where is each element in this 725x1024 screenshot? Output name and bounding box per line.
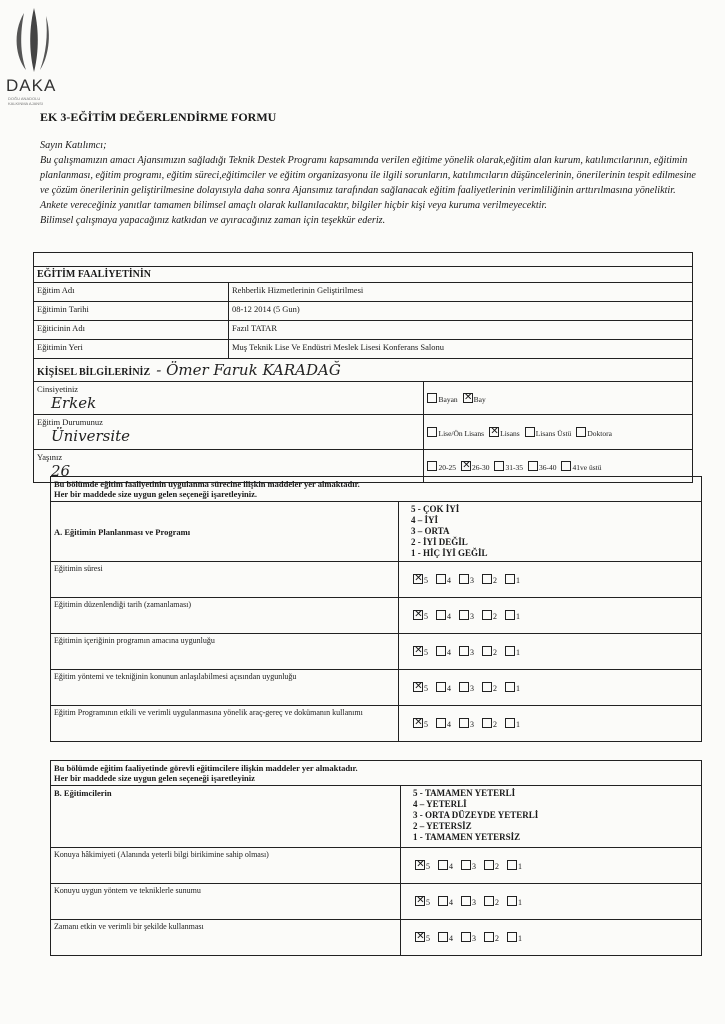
checkbox[interactable] xyxy=(507,896,517,906)
scale-label: 4 – İYİ xyxy=(411,515,439,525)
checkbox[interactable] xyxy=(505,718,515,728)
checkbox[interactable] xyxy=(413,718,423,728)
age-option[interactable]: ✕ 26-30 xyxy=(461,463,490,472)
thanks-line: Bilimsel çalışmaya yapacağınız katkıdan ve ayıracağınız zaman için teşekkür ederiz. xyxy=(40,215,386,226)
rating-option[interactable]: ✕5 xyxy=(413,720,428,729)
handwritten-education: Üniversite xyxy=(51,427,131,445)
rating-option[interactable]: ✕5 xyxy=(413,684,428,693)
rating-scale xyxy=(399,502,702,562)
checkbox[interactable] xyxy=(507,932,517,942)
handwritten-age: 26 xyxy=(51,462,71,480)
checkbox[interactable] xyxy=(525,427,535,437)
checkbox[interactable] xyxy=(484,932,494,942)
checkbox[interactable] xyxy=(415,932,425,942)
rating-options xyxy=(399,598,702,634)
checkbox[interactable] xyxy=(489,427,499,437)
rating-option[interactable]: 3 xyxy=(459,720,474,729)
daka-logo xyxy=(2,8,72,118)
checkbox[interactable] xyxy=(484,896,494,906)
rating-option[interactable]: ✕5 xyxy=(415,862,430,871)
rating-row xyxy=(51,920,702,956)
activity-table xyxy=(33,252,693,483)
checkbox[interactable] xyxy=(505,682,515,692)
gender-row: Cinsiyetiniz Erkek Bayan✕ Bay xyxy=(34,382,693,415)
item-label: Eğitim yöntemi ve tekniğinin konunun anlaşılabilmesi açısından uygunluğu xyxy=(51,670,399,706)
checkbox[interactable] xyxy=(459,718,469,728)
rating-option[interactable]: 3 xyxy=(461,898,476,907)
checkbox[interactable] xyxy=(436,646,446,656)
item-label: Zamanı etkin ve verimli bir şekilde kullanması xyxy=(51,920,401,956)
rating-option[interactable]: 4 xyxy=(438,898,453,907)
salutation: Sayın Katılımcı; xyxy=(40,140,107,151)
rating-option[interactable]: 3 xyxy=(461,862,476,871)
checkbox[interactable] xyxy=(413,610,423,620)
scale-label: 5 - TAMAMEN YETERLİ xyxy=(413,788,516,798)
checkbox[interactable] xyxy=(482,574,492,584)
section-b-heading: B. Eğitimcilerin xyxy=(51,786,401,848)
scale-label: 5 - ÇOK İYİ xyxy=(411,504,460,514)
logo-text: DAKA xyxy=(6,76,57,95)
checkbox[interactable] xyxy=(461,932,471,942)
rating-option[interactable]: 4 xyxy=(436,720,451,729)
rating-option[interactable]: 3 xyxy=(461,934,476,943)
checkbox[interactable] xyxy=(482,610,492,620)
rating-option[interactable]: ✕5 xyxy=(415,934,430,943)
intro-text xyxy=(40,138,700,228)
handwritten-gender: Erkek xyxy=(51,394,97,412)
checkbox[interactable] xyxy=(528,461,538,471)
checkbox[interactable] xyxy=(482,718,492,728)
item-label: Eğitimin düzenlendiği tarih (zamanlaması) xyxy=(51,598,399,634)
checkbox[interactable] xyxy=(561,461,571,471)
checkbox[interactable] xyxy=(413,574,423,584)
rating-scale xyxy=(401,786,702,848)
rating-options xyxy=(399,634,702,670)
rating-row xyxy=(51,562,702,598)
rating-option[interactable]: 1 xyxy=(507,898,522,907)
scale-label: 2 - İYİ DEĞİL xyxy=(411,537,468,547)
rating-option[interactable]: 4 xyxy=(436,684,451,693)
item-label: Eğitim Programının etkili ve verimli uygulanmasına yönelik araç-gereç ve dokümanın kullanımı xyxy=(51,706,399,742)
age-option[interactable]: 41ve üstü xyxy=(561,463,601,472)
education-option[interactable]: Doktora xyxy=(576,429,612,438)
handwritten-name: - Ömer Faruk KARADAĞ xyxy=(156,361,341,379)
checkbox[interactable] xyxy=(438,932,448,942)
gender-option[interactable]: ✕ Bay xyxy=(463,395,486,404)
education-option[interactable]: ✕ Lisans xyxy=(489,429,520,438)
form-title: EK 3-EĞİTİM DEĞERLENDİRME FORMU xyxy=(40,110,277,124)
rating-option[interactable]: 4 xyxy=(438,934,453,943)
personal-heading: KİŞİSEL BİLGİLERİNİZ xyxy=(37,367,151,378)
checkbox[interactable] xyxy=(436,718,446,728)
rating-row xyxy=(51,598,702,634)
checkbox[interactable] xyxy=(459,610,469,620)
rating-options xyxy=(399,670,702,706)
rating-option[interactable]: 2 xyxy=(482,684,497,693)
rating-row xyxy=(51,884,702,920)
checkbox[interactable] xyxy=(461,860,471,870)
rating-options xyxy=(399,706,702,742)
checkbox[interactable] xyxy=(438,860,448,870)
rating-options xyxy=(401,884,702,920)
rating-option[interactable]: 3 xyxy=(459,576,474,585)
rating-option[interactable]: 3 xyxy=(459,684,474,693)
checkbox[interactable] xyxy=(484,860,494,870)
checkbox[interactable] xyxy=(436,610,446,620)
checkbox[interactable] xyxy=(463,393,473,403)
rating-option[interactable]: ✕5 xyxy=(415,898,430,907)
rating-option[interactable]: ✕5 xyxy=(413,576,428,585)
table-row: Eğiticinin Adı Fazıl TATAR xyxy=(34,321,693,340)
rating-option[interactable]: 4 xyxy=(436,612,451,621)
scale-label: 3 – ORTA xyxy=(411,526,450,536)
rating-option[interactable]: 2 xyxy=(482,576,497,585)
rating-options xyxy=(401,920,702,956)
checkbox[interactable] xyxy=(415,860,425,870)
gender-options xyxy=(424,382,693,415)
section-b-table: Bu bölümde eğitim faaliyetinde görevli eğitimcilere ilişkin maddeler yer almaktadır. Her bir maddede size uygun gelen seçeneği işaretleyiniz B. Eğitimcilerin 5 - TAMAMEN YETERLİ 4 – YETERLİ 3 - ORTA DÜZEYDE YETERLİ 2 – YETERSİZ 1 - TAMAMEN YETERSİZ Konuya hâkimiyeti (Alanında yeterli bilgi birikimine sahip olması) ✕5 4 3 2 1 Konuyu uygun yöntem ve tekniklerle sunumu ✕5 4 3 2 1 Zamanı etkin ve verimli bir şekilde kullanması ✕5 4 3 2 1 xyxy=(50,760,702,956)
rating-option[interactable]: 2 xyxy=(482,720,497,729)
table-row: Eğitim Adı Rehberlik Hizmetlerinin Geliştirilmesi xyxy=(34,283,693,302)
rating-options xyxy=(399,562,702,598)
scale-label: 1 - HİÇ İYİ GEĞİL xyxy=(411,548,488,558)
checkbox[interactable] xyxy=(507,860,517,870)
rating-option[interactable]: ✕5 xyxy=(413,612,428,621)
rating-option[interactable]: 1 xyxy=(507,934,522,943)
rating-row xyxy=(51,670,702,706)
checkbox[interactable] xyxy=(482,682,492,692)
education-row: Eğitim Durumunuz Üniversite Lise/Ön Lisans✕ Lisans Lisans Üstü Doktora xyxy=(34,415,693,450)
rating-option[interactable]: 2 xyxy=(484,862,499,871)
checkbox[interactable] xyxy=(413,646,423,656)
rating-option[interactable]: 2 xyxy=(484,898,499,907)
item-label: Eğitimin içeriğinin programın amacına uygunluğu xyxy=(51,634,399,670)
checkbox[interactable] xyxy=(461,461,471,471)
item-label: Konuyu uygun yöntem ve tekniklerle sunumu xyxy=(51,884,401,920)
activity-heading: EĞİTİM FAALİYETİNİN xyxy=(34,267,693,283)
rating-option[interactable]: 3 xyxy=(459,648,474,657)
intro-paragraph: Bu çalışmamızın amacı Ajansımızın sağladığı Teknik Destek Programı kapsamında verilen eğitime yönelik olarak,eğitim alan kurum, katılımcılarının, eğitimin planlanması, eğitim programı, eğitim süreci,eğitimciler ve eğitim organizasyonu ile ilgili sorunların, katılımcıların düşüncelerinin, önerilerinin tespit edilmesine ve çözüm önerilerinin geliştirilmesine dolayısıyla daha sonra Ajansımız tarafından sağlanacak eğitim faaliyetlerinin verimliliğinin arttırılmasına yöneliktir. Ankete vereceğiniz yanıtlar tamamen bilimsel amaçlı olarak kullanılacaktır, bilgiler hiçbir kişi veya kuruma verilmeyecektir. xyxy=(40,155,696,211)
scale-label: 3 - ORTA DÜZEYDE YETERLİ xyxy=(413,810,539,820)
checkbox[interactable] xyxy=(505,574,515,584)
item-label: Konuya hâkimiyeti (Alanında yeterli bilgi birikimine sahip olması) xyxy=(51,848,401,884)
checkbox[interactable] xyxy=(461,896,471,906)
rating-option[interactable]: 1 xyxy=(505,720,520,729)
checkbox[interactable] xyxy=(459,682,469,692)
rating-option[interactable]: 2 xyxy=(482,612,497,621)
checkbox[interactable] xyxy=(459,574,469,584)
rating-option[interactable]: 1 xyxy=(505,576,520,585)
scale-label: 2 – YETERSİZ xyxy=(413,821,472,831)
checkbox[interactable] xyxy=(427,427,437,437)
checkbox[interactable] xyxy=(415,896,425,906)
section-a-table: Bu bölümde eğitim faaliyetinin uygulanma sürecine ilişkin maddeler yer almaktadır. Her bir maddede size uygun gelen seçeneği işaretleyiniz. A. Eğitimin Planlanması ve Programı 5 - ÇOK İYİ 4 – İYİ 3 – ORTA 2 - İYİ DEĞİL 1 - HİÇ İYİ GEĞİL Eğitimin süresi ✕5 4 3 2 1 Eğitimin düzenlendiği tarih (zamanlaması) ✕5 4 3 2 1 Eğitimin içeriğinin programın amacına uygunluğu ✕5 4 3 2 1 Eğitim yöntemi ve tekniğinin konunun anlaşılabilmesi açısından uygunluğu ✕5 4 3 2 1 Eğitim Programının etkili ve verimli uygulanmasına yönelik araç-gereç ve dokümanın kullanımı ✕5 4 3 2 1 xyxy=(50,476,702,742)
rating-option[interactable]: ✕5 xyxy=(413,648,428,657)
rating-option[interactable]: 2 xyxy=(482,648,497,657)
table-row: Eğitimin Yeri Muş Teknik Lise Ve Endüstri Meslek Lisesi Konferans Salonu xyxy=(34,340,693,359)
checkbox[interactable] xyxy=(427,461,437,471)
rating-option[interactable]: 4 xyxy=(438,862,453,871)
rating-option[interactable]: 1 xyxy=(507,862,522,871)
rating-row xyxy=(51,634,702,670)
rating-option[interactable]: 2 xyxy=(484,934,499,943)
checkbox[interactable] xyxy=(436,574,446,584)
scale-label: 4 – YETERLİ xyxy=(413,799,467,809)
rating-row xyxy=(51,848,702,884)
section-a-heading: A. Eğitimin Planlanması ve Programı xyxy=(51,502,399,562)
checkbox[interactable] xyxy=(436,682,446,692)
rating-row xyxy=(51,706,702,742)
checkbox[interactable] xyxy=(505,610,515,620)
education-option[interactable]: Lisans Üstü xyxy=(525,429,572,438)
checkbox[interactable] xyxy=(413,682,423,692)
rating-option[interactable]: 1 xyxy=(505,612,520,621)
age-row: Yaşınız 26 20-25✕ 26-30 31-35 36-40 41ve üstü xyxy=(34,450,693,483)
checkbox[interactable] xyxy=(576,427,586,437)
checkbox[interactable] xyxy=(438,896,448,906)
education-options xyxy=(424,415,693,450)
logo-subtitle: DOĞU ANADOLU KALKINMA AJANSI xyxy=(8,96,43,106)
rating-option[interactable]: 1 xyxy=(505,648,520,657)
education-option[interactable]: Lise/Ön Lisans xyxy=(427,429,484,438)
scale-label: 1 - TAMAMEN YETERSİZ xyxy=(413,832,521,842)
checkbox[interactable] xyxy=(482,646,492,656)
age-option[interactable]: 20-25 xyxy=(427,463,456,472)
checkbox[interactable] xyxy=(459,646,469,656)
checkbox[interactable] xyxy=(427,393,437,403)
rating-option[interactable]: 4 xyxy=(436,576,451,585)
item-label: Eğitimin süresi xyxy=(51,562,399,598)
checkbox[interactable] xyxy=(505,646,515,656)
age-option[interactable]: 36-40 xyxy=(528,463,557,472)
checkbox[interactable] xyxy=(494,461,504,471)
age-option[interactable]: 31-35 xyxy=(494,463,523,472)
gender-option[interactable]: Bayan xyxy=(427,395,457,404)
table-row: Eğitimin Tarihi 08-12 2014 (5 Gun) xyxy=(34,302,693,321)
rating-option[interactable]: 3 xyxy=(459,612,474,621)
rating-options xyxy=(401,848,702,884)
rating-option[interactable]: 1 xyxy=(505,684,520,693)
rating-option[interactable]: 4 xyxy=(436,648,451,657)
